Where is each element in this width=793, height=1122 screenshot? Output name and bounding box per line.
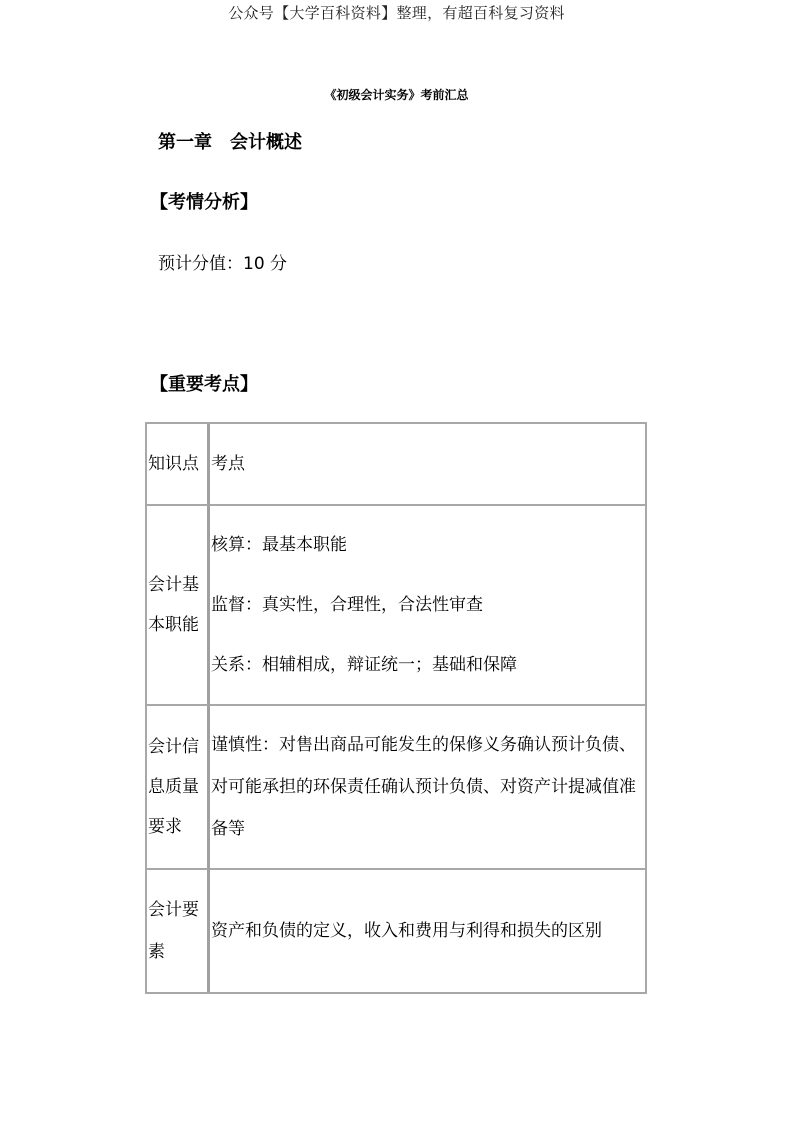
- chapter-heading: 第一章 会计概述: [158, 132, 302, 153]
- page-header: 公众号【大学百科资料】整理，有超百科复习资料: [228, 4, 565, 22]
- row-key: [147, 706, 210, 870]
- row-key-text: 会计基本职能: [148, 575, 199, 635]
- row-line: 资产和负债的定义，收入和费用与利得和损失的区别: [211, 921, 602, 941]
- table-row: [147, 506, 645, 706]
- table-row: [147, 870, 645, 992]
- row-key: [147, 506, 210, 706]
- table-header-row: [147, 424, 645, 506]
- table-row: [147, 706, 645, 870]
- row-value: [210, 506, 645, 706]
- key-points-table: [145, 422, 647, 994]
- row-line: 谨慎性：对售出商品可能发生的保修义务确认预计负债、对可能承担的环保责任确认预计负债、对资产计提减值准备等: [211, 735, 636, 839]
- header-cell-knowledge: 知识点: [147, 424, 210, 506]
- row-value: [210, 870, 645, 992]
- section-heading-analysis: 【考情分析】: [150, 192, 258, 213]
- row-key: [147, 870, 210, 992]
- section-heading-key-points: 【重要考点】: [150, 374, 258, 395]
- header-cell-exam-point: 考点: [210, 424, 645, 506]
- row-line: 关系：相辅相成，辩证统一；基础和保障: [211, 655, 517, 675]
- row-key-text: 会计信息质量要求: [148, 737, 199, 837]
- document-title: 《初级会计实务》考前汇总: [324, 88, 469, 102]
- row-value: [210, 706, 645, 870]
- row-line: 监督：真实性，合理性，合法性审查: [211, 595, 483, 615]
- row-key-text: 会计要素: [148, 900, 199, 962]
- estimated-score: 预计分值：10 分: [158, 254, 288, 274]
- row-line: 核算：最基本职能: [211, 535, 347, 555]
